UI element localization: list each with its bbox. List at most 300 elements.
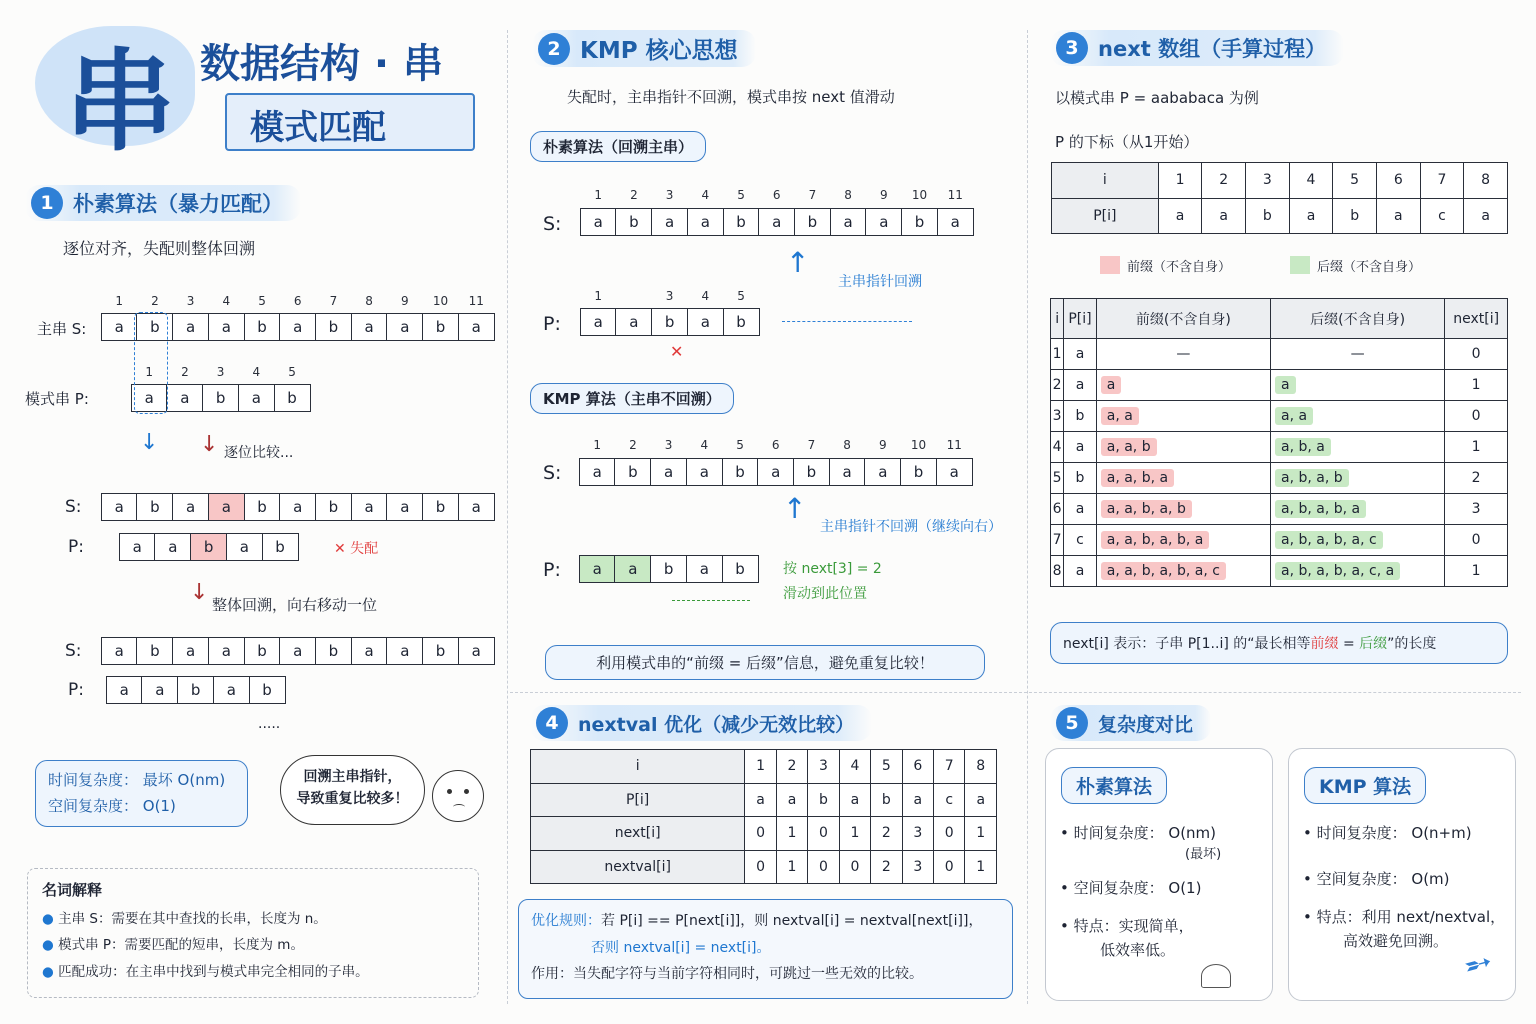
table-cell: a [1271, 370, 1445, 401]
table-cell: 3 [1445, 494, 1508, 525]
char-cell: a [865, 208, 902, 236]
table-cell: 2 [1051, 370, 1064, 401]
char-cell: a [580, 208, 617, 236]
up-arrow-icon: ↑ [783, 492, 807, 525]
table-cell: 0 [1445, 525, 1508, 556]
table-cell: 1 [776, 817, 807, 851]
suffix-legend: 后缀（不含自身） [1317, 260, 1422, 275]
char-cell: b [722, 555, 759, 583]
down-arrow-icon: ↓ [140, 430, 159, 455]
char-cell: a [279, 313, 316, 341]
char-cell: b [422, 637, 459, 665]
table-cell: 6 [902, 750, 933, 784]
table-cell: 8 [1051, 556, 1064, 587]
s2-p-label: P: [543, 313, 561, 335]
index-label: 5 [288, 365, 296, 379]
table-row [531, 783, 997, 817]
char-cell: a [386, 637, 423, 665]
char-cell: a [386, 493, 423, 521]
prefix-swatch [1100, 256, 1120, 274]
big-char: 串 [65, 38, 175, 166]
char-cell: a [351, 637, 388, 665]
char-cell: b [723, 308, 760, 336]
table-cell: c [1420, 198, 1464, 234]
ellipsis: ..... [258, 716, 281, 732]
kmp-summary: 利用模式串的“前缀 = 后缀”信息，避免重复比较！ [545, 645, 985, 680]
char-cell: a [279, 493, 316, 521]
table-cell: a, a [1271, 401, 1445, 432]
char-cell: a [166, 384, 203, 412]
char-cell: a [141, 676, 178, 704]
table-cell: 1 [1051, 339, 1064, 370]
s1-main-index [102, 294, 495, 308]
table-cell: a, b, a, b, a, c, a [1271, 556, 1445, 587]
glossary-title: 名词解释 [42, 881, 103, 899]
table-cell: 1 [839, 817, 870, 851]
char-cell: b [793, 458, 830, 486]
index-label: 6 [771, 438, 780, 452]
table-cell: 1 [745, 750, 776, 784]
naive-time: 时间复杂度： 最坏 O(nm) [48, 771, 226, 789]
char-cell: a [937, 208, 974, 236]
backtrack-pointer-note: 主串指针回溯 [838, 274, 922, 290]
char-cell: b [650, 555, 687, 583]
table-cell: 7 [1051, 525, 1064, 556]
s2-s-label-2: S: [543, 462, 562, 484]
char-cell: a [351, 493, 388, 521]
index-label: 4 [701, 188, 710, 202]
char-cell: b [722, 458, 759, 486]
kmp-tag: KMP 算法（主串不回溯） [530, 383, 734, 414]
s2-main-index [581, 188, 974, 202]
table-cell: i [1051, 299, 1064, 339]
char-cell: a [651, 208, 688, 236]
index-label: 7 [807, 438, 816, 452]
glossary-item: ● 主串 S：需要在其中查找的长串，长度为 n。 [42, 911, 327, 927]
page-title: 数据结构 · 串 [200, 41, 444, 87]
char-cell: b [244, 493, 281, 521]
table-cell: 1 [965, 850, 997, 884]
down-arrow-icon: ↓ [200, 432, 219, 457]
table-cell: a [1064, 556, 1096, 587]
table-cell: 3 [902, 850, 933, 884]
char-cell: a [686, 458, 723, 486]
index-label: 11 [946, 438, 962, 452]
table-cell: a [776, 783, 807, 817]
index-label: 8 [365, 294, 373, 308]
table-cell: 3 [902, 817, 933, 851]
index-label: 7 [808, 188, 817, 202]
index-label: 6 [772, 188, 781, 202]
naive-card-body: • 时间复杂度： O(nm) (最坏) • 空间复杂度： O(1) • 特点：实现简单， 低效率低。 [1060, 824, 1222, 959]
table-cell: 0 [934, 850, 965, 884]
next-table [1050, 298, 1508, 587]
index-label: 9 [401, 294, 409, 308]
char-cell: b [249, 676, 286, 704]
section2-number: 2 [538, 33, 570, 65]
section1-desc: 逐位对齐，失配则整体回溯 [63, 239, 256, 258]
table-row [531, 850, 997, 884]
down-arrow-icon: ↓ [190, 580, 209, 605]
char-cell: a [757, 458, 794, 486]
char-cell: b [274, 384, 311, 412]
index-label: 1 [593, 438, 602, 452]
table-cell: b [1246, 198, 1290, 234]
table-cell: a, a, b [1096, 432, 1270, 463]
section3-header [1050, 30, 1344, 66]
index-label: 2 [630, 188, 638, 202]
naive-tag: 朴素算法（回溯主串） [530, 131, 706, 162]
thinking-face-icon [432, 770, 484, 822]
section1-number: 1 [31, 187, 63, 219]
table-cell: 6 [1376, 163, 1420, 199]
divider-3 [510, 692, 1521, 693]
no-backtrack-note: 主串指针不回溯（继续向右） [820, 519, 1002, 535]
table-cell: a [745, 783, 776, 817]
naive-space: 空间复杂度： O(1) [48, 797, 176, 816]
table-cell: b [808, 783, 839, 817]
char-cell: b [315, 313, 352, 341]
table-cell: a, b, a, b [1271, 463, 1445, 494]
char-cell: a [208, 313, 245, 341]
s2-pattern-2 [580, 555, 759, 583]
table-cell: 4 [839, 750, 870, 784]
table-cell: 0 [1445, 339, 1508, 370]
index-label: 1 [145, 365, 154, 379]
table-cell: 5 [1333, 163, 1377, 199]
char-cell: a [758, 208, 795, 236]
table-cell: a [1064, 494, 1096, 525]
slide-note-2: 滑动到此位置 [783, 586, 867, 602]
char-cell: a [936, 458, 973, 486]
section5-header [1050, 705, 1211, 741]
table-cell: next[i] [1445, 299, 1508, 339]
backtrack-arrow [782, 321, 912, 322]
table-cell: b [1064, 401, 1096, 432]
char-cell: b [244, 637, 281, 665]
table-cell: — [1271, 339, 1445, 370]
char-cell: b [262, 533, 299, 561]
speech-bubble [280, 755, 425, 825]
naive-complexity-box [35, 760, 248, 827]
table-cell: i [1052, 163, 1159, 199]
index-label: 9 [879, 438, 887, 452]
section1-title: 朴素算法（暴力匹配） [73, 192, 283, 216]
kmp-card-title: KMP 算法 [1304, 767, 1426, 804]
char-cell: a [687, 308, 724, 336]
section2-header [532, 30, 756, 67]
char-cell: a [279, 637, 316, 665]
table-cell: 4 [1051, 432, 1064, 463]
char-cell: a [580, 308, 617, 336]
table-row [531, 750, 997, 784]
table-cell: a [1464, 198, 1508, 234]
char-cell: b [615, 208, 652, 236]
table-cell: 6 [1051, 494, 1064, 525]
char-cell: a [614, 555, 651, 583]
snail-icon [1201, 964, 1231, 988]
char-cell: a [686, 555, 723, 583]
char-cell: a [101, 313, 138, 341]
s-label-2: S: [65, 641, 82, 661]
pattern-label: 模式串 P: [25, 390, 89, 408]
s-label: S: [65, 497, 82, 517]
table-cell: a [1289, 198, 1333, 234]
char-cell: b [315, 637, 352, 665]
char-cell: b [202, 384, 239, 412]
main-string-label: 主串 S: [37, 320, 87, 338]
rule-effect: 作用：当失配字符与当前字符相同时，可跳过一些无效的比较。 [531, 966, 923, 983]
table-row [1051, 370, 1508, 401]
index-label: 10 [910, 438, 927, 452]
char-cell: b [900, 458, 937, 486]
char-cell: a [131, 384, 168, 412]
table-cell: a, b, a, b, a [1271, 494, 1445, 525]
backtrack-note: 整体回溯，向右移动一位 [212, 596, 378, 614]
index-label: 2 [151, 294, 159, 308]
s2-main-index-2 [580, 438, 973, 452]
table-row [1051, 463, 1508, 494]
s1-pattern-3 [107, 676, 286, 704]
table-cell: 0 [745, 850, 776, 884]
char-cell: a [172, 637, 209, 665]
s2-p-label-2: P: [543, 559, 561, 581]
char-cell: b [422, 493, 459, 521]
table-cell: 后缀(不含自身) [1271, 299, 1445, 339]
table-cell: 1 [965, 817, 997, 851]
char-cell: a [213, 676, 250, 704]
char-cell: b [422, 313, 459, 341]
char-cell: a [208, 637, 245, 665]
table-cell: a, b, a, b, a, c [1271, 525, 1445, 556]
header [25, 18, 495, 168]
optimization-rule-box [518, 899, 1013, 999]
s2-s-label: S: [543, 213, 562, 235]
kmp-card-body: • 时间复杂度： O(n+m) • 空间复杂度： O(m) • 特点：利用 next/nextval， 高效避免回溯。 [1303, 824, 1506, 950]
divider-2 [1027, 30, 1028, 1004]
char-cell: b [136, 313, 173, 341]
divider-1 [507, 30, 508, 1004]
index-label: 3 [665, 188, 674, 202]
table-cell: 7 [934, 750, 965, 784]
s2-pattern-index [581, 289, 760, 303]
s1-pattern-2 [120, 533, 299, 561]
index-label: 10 [911, 188, 928, 202]
index-label: 10 [432, 294, 449, 308]
char-cell: b [177, 676, 214, 704]
index-label: 6 [293, 294, 302, 308]
table-cell: 5 [1051, 463, 1064, 494]
table-cell: 0 [839, 850, 870, 884]
char-cell: b [794, 208, 831, 236]
s1-main-string-2 [102, 493, 495, 521]
table-cell: a [1202, 198, 1246, 234]
table-cell: 8 [965, 750, 997, 784]
table-cell: 5 [871, 750, 902, 784]
align-highlight [134, 312, 168, 414]
table-cell: — [1096, 339, 1270, 370]
char-cell: a [172, 313, 209, 341]
table-cell: a [965, 783, 997, 817]
table-cell: next[i] [531, 817, 745, 851]
table-cell: 3 [808, 750, 839, 784]
index-label: 2 [629, 438, 637, 452]
index-label: 4 [252, 365, 261, 379]
table-row [1051, 525, 1508, 556]
p-label-2: P: [68, 680, 84, 700]
index-label: 3 [665, 289, 674, 303]
s2-pattern [581, 308, 760, 336]
bubble-line-1: 回溯主串指针， [303, 769, 402, 785]
index-label: 5 [258, 294, 266, 308]
table-cell: a [1376, 198, 1420, 234]
char-cell: b [190, 533, 227, 561]
kmp-card [1288, 748, 1516, 1001]
section2-title: KMP 核心思想 [580, 38, 738, 64]
table-cell: 3 [1051, 401, 1064, 432]
table-cell: a, a, b, a [1096, 463, 1270, 494]
table-cell: 0 [808, 850, 839, 884]
table-cell: c [1064, 525, 1096, 556]
char-cell: a [101, 637, 138, 665]
index-label: 3 [186, 294, 195, 308]
section2-desc: 失配时，主串指针不回溯，模式串按 next 值滑动 [567, 88, 895, 106]
table-cell: 1 [1445, 370, 1508, 401]
index-label: 7 [329, 294, 338, 308]
table-cell: 1 [1445, 556, 1508, 587]
table-cell: a, b, a [1271, 432, 1445, 463]
p-label: P: [68, 537, 84, 557]
char-cell: a [579, 555, 616, 583]
slide-note-1: 按 next[3] = 2 [783, 561, 882, 577]
table-cell: 8 [1464, 163, 1508, 199]
index-label: 5 [737, 188, 745, 202]
char-cell: a [106, 676, 143, 704]
char-cell: a [208, 493, 245, 521]
section5-number: 5 [1056, 707, 1088, 739]
char-cell: b [244, 313, 281, 341]
table-cell: 前缀(不含自身) [1096, 299, 1270, 339]
mismatch-note: ✕ 失配 [334, 541, 379, 557]
section5-title: 复杂度对比 [1098, 713, 1194, 736]
table-cell: a [1064, 370, 1096, 401]
index-label: 3 [664, 438, 673, 452]
index-label: 5 [736, 438, 744, 452]
table-row [1051, 339, 1508, 370]
table-cell: 2 [871, 817, 902, 851]
page-subtitle: 模式匹配 [250, 108, 386, 148]
table-cell: a, a, b, a, b, a [1096, 525, 1270, 556]
table-cell: 3 [1246, 163, 1290, 199]
index-label: 8 [844, 188, 852, 202]
glossary-item: ● 模式串 P：需要匹配的短串，长度为 m。 [42, 937, 304, 954]
table-cell: 1 [1158, 163, 1202, 199]
char-cell: a [172, 493, 209, 521]
nextval-table [530, 749, 997, 884]
table-row [1052, 163, 1508, 199]
char-cell: a [615, 308, 652, 336]
table-cell: 2 [1202, 163, 1246, 199]
table-cell: a [839, 783, 870, 817]
prefix-legend: 前缀（不含自身） [1127, 260, 1232, 275]
char-cell: a [101, 493, 138, 521]
char-cell: b [723, 208, 760, 236]
table-cell: P[i] [1052, 198, 1159, 234]
next-definition: next[i] 表示：子串 P[1..i] 的“最长相等前缀 = 后缀”的长度 [1050, 622, 1508, 664]
table-cell: 2 [776, 750, 807, 784]
section4-header [530, 705, 872, 741]
char-cell: a [154, 533, 191, 561]
char-cell: a [119, 533, 156, 561]
up-arrow-icon: ↑ [786, 246, 810, 279]
section4-number: 4 [536, 707, 568, 739]
index-label: 4 [701, 289, 710, 303]
char-cell: a [386, 313, 423, 341]
index-label: 1 [115, 294, 124, 308]
char-cell: a [864, 458, 901, 486]
table-cell: nextval[i] [531, 850, 745, 884]
compare-note: 逐位比较... [224, 445, 294, 461]
char-cell: b [315, 493, 352, 521]
rule-line-1: 优化规则：若 P[i] == P[next[i]]，则 nextval[i] = nextval[next[i]]， [531, 913, 983, 929]
table-cell: 1 [1445, 432, 1508, 463]
table-cell: a [1096, 370, 1270, 401]
table-cell: P[i] [1064, 299, 1096, 339]
index-label: 11 [947, 188, 963, 202]
table-cell: 1 [776, 850, 807, 884]
table-cell: i [531, 750, 745, 784]
char-cell: a [650, 458, 687, 486]
table-cell: 0 [1445, 401, 1508, 432]
table-row [1051, 556, 1508, 587]
index-label: 2 [181, 365, 189, 379]
table-cell: a [1064, 339, 1096, 370]
s1-main-string-3 [102, 637, 495, 665]
table-row [531, 817, 997, 851]
table-cell: a, a, b, a, b [1096, 494, 1270, 525]
index-label: 4 [222, 294, 231, 308]
table-cell: 2 [1445, 463, 1508, 494]
table-cell: 0 [745, 817, 776, 851]
table-row [1051, 432, 1508, 463]
char-cell: a [458, 637, 495, 665]
char-cell: a [238, 384, 275, 412]
section3-example: 以模式串 P = aababaca 为例 [1055, 89, 1259, 107]
table-cell: b [1333, 198, 1377, 234]
rocket-icon: ➶ [1455, 939, 1501, 989]
section3-number: 3 [1056, 32, 1088, 64]
char-cell: a [829, 458, 866, 486]
table-cell: a [1064, 432, 1096, 463]
table-cell: b [1064, 463, 1096, 494]
char-cell: a [458, 493, 495, 521]
mismatch-icon: ✕ [670, 342, 684, 361]
glossary-item: ● 匹配成功：在主串中找到与模式串完全相同的子串。 [42, 963, 369, 980]
table-row [1051, 494, 1508, 525]
bubble-line-2: 导致重复比较多！ [296, 791, 409, 808]
char-cell: a [687, 208, 724, 236]
char-cell: a [351, 313, 388, 341]
char-cell: a [579, 458, 616, 486]
naive-card [1045, 748, 1273, 1001]
section3-title: next 数组（手算过程） [1098, 37, 1327, 61]
s2-main-string [581, 208, 974, 236]
table-cell: b [871, 783, 902, 817]
index-label: 8 [843, 438, 851, 452]
section1-header [25, 185, 301, 221]
s2-main-string-2 [580, 458, 973, 486]
glossary-box [27, 868, 479, 998]
